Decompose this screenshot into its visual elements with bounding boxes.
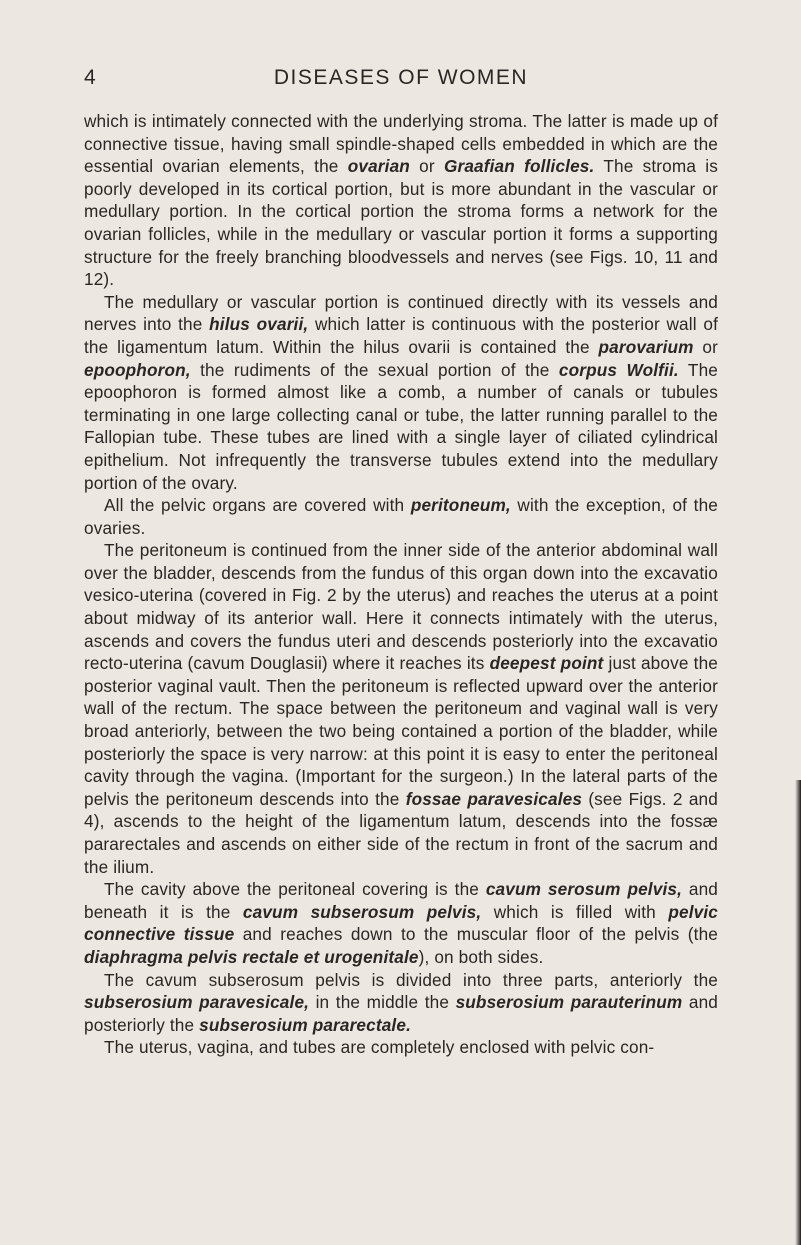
body-text (84, 110, 718, 1059)
emphasis-term: parovarium (598, 336, 694, 357)
emphasis-term: subserosium paravesicale, (84, 992, 310, 1013)
running-title: DISEASES OF WOMEN (273, 66, 529, 89)
paragraph-4 (84, 539, 718, 878)
text-run: which is intimately connected with the underlying stroma. The latter is made up of connective tissue, having small spindle-shaped cells embedded in which are the essential ovarian elements, the (84, 111, 718, 177)
text-run: ), on both sides. (418, 946, 544, 967)
emphasis-term: peritoneum, (410, 495, 511, 516)
text-run: (see Figs. 2 and 4), ascends to the height of the ligamentum latum, descends into the fossæ pararectales and ascends on either side of the rectum in front of the sacrum and the ilium. (84, 788, 718, 877)
emphasis-term: hilus ovarii, (209, 314, 309, 335)
text-run: The cavity above the peritoneal covering is the (104, 879, 486, 900)
emphasis-term: ovarian (347, 156, 410, 177)
text-run: and reaches down to the muscular floor of the pelvis (the (234, 924, 718, 945)
running-head (84, 66, 718, 90)
emphasis-term: cavum serosum pelvis, (485, 879, 683, 900)
text-run: which latter is continuous with the posterior wall of the ligamentum latum. Within the hilus ovarii is contained the (84, 314, 718, 357)
paragraph-5 (84, 878, 718, 968)
emphasis-term: subserosium parauterinum (455, 992, 683, 1013)
emphasis-term: pelvic connective tissue (84, 901, 718, 945)
text-run: and beneath it is the (84, 879, 718, 922)
emphasis-term: subserosium pararectale. (199, 1014, 411, 1035)
text-run: The epoophoron is formed almost like a comb, a number of canals or tubules terminating in one large collecting canal or tube, the latter running parallel to the Fallopian tube. These tubes are lined with a single layer of ciliated cylindrical epithelium. Not infrequently the transverse tubules extend into the medullary portion of the ovary. (84, 359, 718, 493)
text-run: with the exception, of the ovaries. (84, 495, 718, 538)
paragraph-3 (84, 494, 718, 539)
text-run: The cavum subserosum pelvis is divided into three parts, anteriorly the (104, 969, 718, 990)
text-run: All the pelvic organs are covered with (104, 495, 411, 516)
text-run: and posteriorly the (84, 992, 718, 1035)
text-run: The stroma is poorly developed in its cortical portion, but is more abundant in the vascular or medullary portion. In the cortical portion the stroma forms a network for the ovarian follicles, while in the medullary or vascular portion it forms a supporting structure for the freely branching bloodvessels and nerves (see Figs. 10, 11 and 12). (84, 156, 718, 290)
emphasis-term: cavum subserosum pelvis, (242, 901, 482, 922)
text-run: just above the posterior vaginal vault. Then the peritoneum is reflected upward over the anterior wall of the rectum. The space between the peritoneum and vaginal wall is very broad anteriorly, between the two being contained a portion of the bladder, while posteriorly the space is very narrow: at this point it is easy to enter the peritoneal cavity through the vagina. (Important for the surgeon.) In the lateral parts of the pelvis the peritoneum descends into the (84, 653, 718, 809)
text-run: the rudiments of the sexual portion of the (190, 359, 559, 380)
text-run: The peritoneum is continued from the inner side of the anterior abdominal wall over the bladder, descends from the fundus of this organ down into the excavatio vesico-uterina (covered in Fig. 2 by the uterus) and reaches the uterus at a point about midway of its anterior wall. Here it connects intimately with the uterus, ascends and covers the fundus uteri and descends posteriorly into the excavatio recto-uterina (cavum Douglasii) where it reaches its (84, 540, 718, 674)
page-edge-shadow (795, 780, 801, 1245)
text-run: The uterus, vagina, and tubes are completely enclosed with pelvic con- (104, 1037, 655, 1058)
text-run: or (409, 156, 444, 177)
paragraph-7 (84, 1036, 718, 1059)
emphasis-term: corpus Wolfii. (558, 359, 679, 380)
emphasis-term: Graafian follicles. (443, 156, 595, 177)
page-number: 4 (84, 66, 97, 89)
text-run: or (693, 336, 719, 357)
emphasis-term: diaphragma pelvis rectale et urogenitale (84, 946, 419, 967)
text-run: The medullary or vascular portion is continued directly with its vessels and nerves into the (84, 291, 718, 335)
text-run: in the middle the (309, 992, 456, 1013)
paragraph-2 (84, 291, 718, 494)
paragraph-6 (84, 969, 718, 1037)
emphasis-term: fossae paravesicales (405, 788, 583, 809)
emphasis-term: deepest point (489, 653, 604, 674)
emphasis-term: epoophoron, (84, 359, 191, 380)
text-run: which is filled with (481, 901, 669, 922)
paragraph-1 (84, 110, 718, 291)
